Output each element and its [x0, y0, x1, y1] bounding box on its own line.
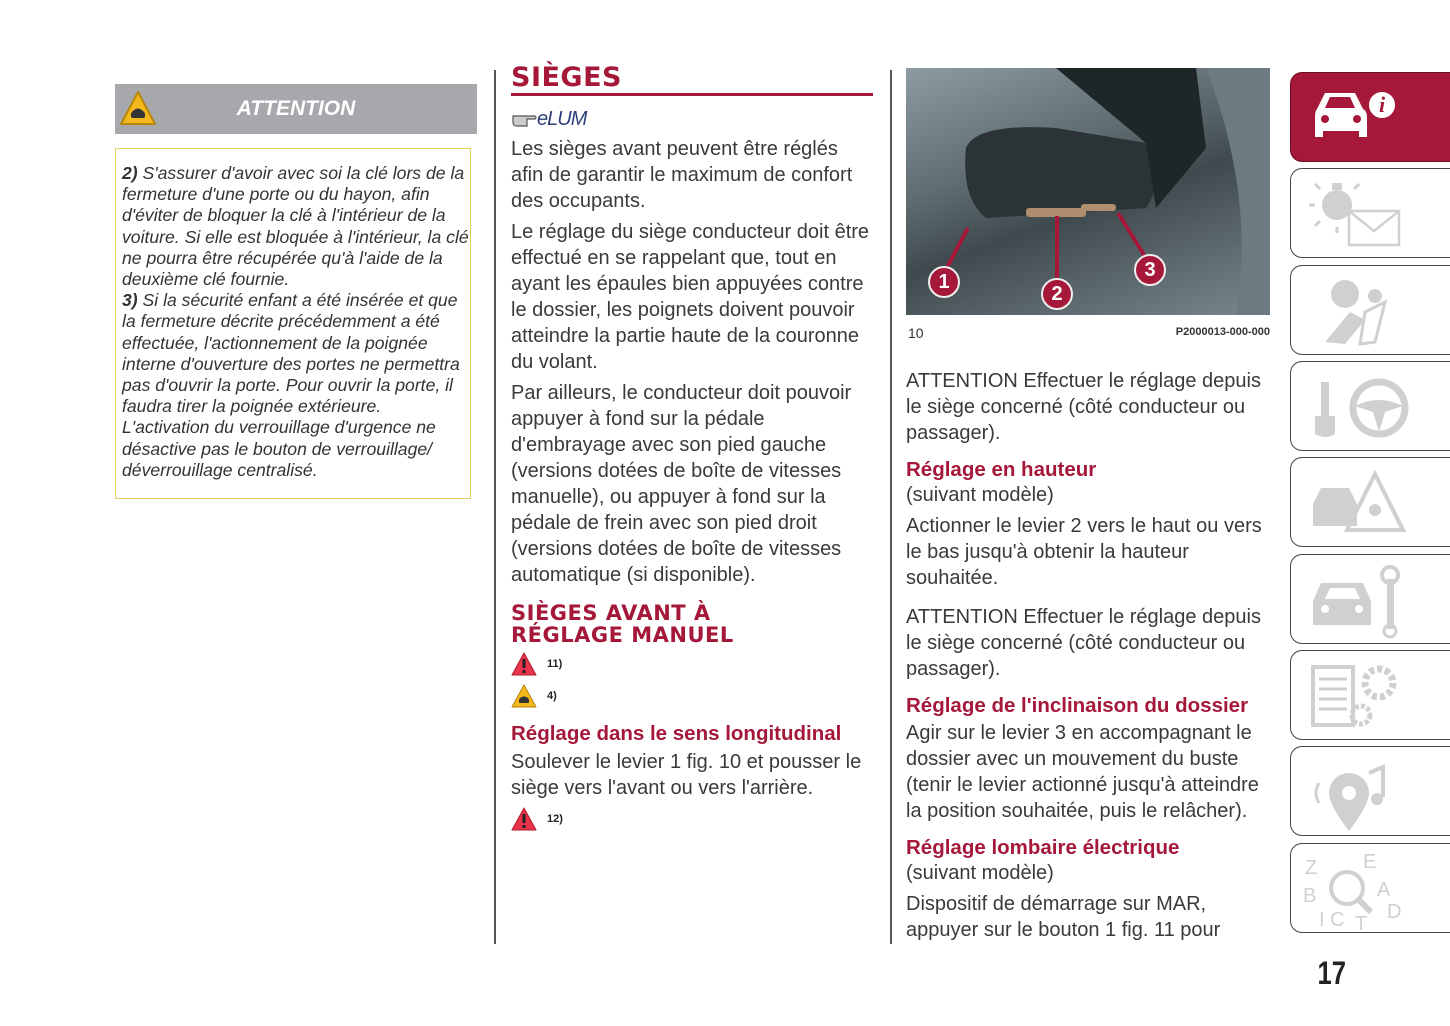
warning-icon	[511, 652, 537, 676]
attention-box	[115, 148, 471, 499]
warning-icon	[511, 807, 537, 831]
tab-safety[interactable]	[1290, 265, 1450, 355]
section-heading-line: SIÈGES AVANT À	[511, 601, 711, 625]
figure-marker-3: 3	[1134, 254, 1166, 286]
key-steering-wheel-icon	[1305, 368, 1415, 448]
svg-text:D: D	[1387, 901, 1402, 923]
section-heading	[511, 602, 873, 646]
warning-note[interactable]	[511, 807, 873, 831]
paragraph: Soulever le levier 1 fig. 10 et pousser le siège vers l'avant ou vers l'arrière.	[511, 751, 862, 799]
car-warning-triangle-icon	[1305, 464, 1415, 544]
subheading: Réglage de l'inclinaison du dossier	[906, 694, 1249, 717]
paragraph: Par ailleurs, le conducteur doit pouvoir appuyer à fond sur la pédale d'embrayage avec son pied gauche (versions dotées de boîte de vitesses manuelle), ou appuyer à fond sur la pédale de frein avec son pied droit (versions dotées de boîte de vitesses automatique (si disponible).	[511, 382, 852, 586]
paragraph: Actionner le levier 2 vers le haut ou vers le bas jusqu'à obtenir la hauteur souhaitée.	[906, 515, 1262, 589]
svg-text:E: E	[1363, 851, 1377, 873]
model-note: (suivant modèle)	[906, 862, 1054, 884]
note-ref: 4)	[547, 690, 557, 702]
paragraph: Le réglage du siège conducteur doit être effectué en se rappelant que, tout en ayant les épaules bien appuyées contre le dossier, les poignets doivent pouvoir atteindre la partie haute de la couronne du volant.	[511, 221, 870, 373]
subheading: Réglage lombaire électrique	[906, 836, 1180, 859]
figure-marker-2: 2	[1041, 278, 1073, 310]
tab-multimedia[interactable]	[1290, 746, 1450, 836]
seat-illustration	[906, 68, 1270, 315]
page-title: SIÈGES	[511, 62, 622, 93]
elum-badge	[511, 108, 873, 130]
figure-code: P2000013-000-000	[1175, 326, 1270, 338]
svg-text:T: T	[1355, 913, 1368, 935]
figure-number: 10	[908, 325, 924, 341]
note-ref: 12)	[547, 813, 563, 825]
airbag-safety-icon	[1305, 272, 1415, 352]
column-divider	[494, 70, 496, 944]
model-note: (suivant modèle)	[906, 484, 1054, 506]
item-text: S'assurer d'avoir avec soi la clé lors de la fermeture d'une porte ou du hayon, afin d'éviter de bloquer la clé à l'intérieur de la voiture. Si elle est bloquée à l'intérieur, la clé ne pourra être récupérée qu'à l'aide de la deuxième clé fournie.	[122, 163, 469, 290]
attention-paragraph: ATTENTION Effectuer le réglage depuis le siège concerné (côté conducteur ou passager).	[906, 370, 1261, 444]
multimedia-icon	[1305, 753, 1415, 833]
column-divider	[890, 70, 892, 944]
attention-header	[115, 84, 477, 134]
item-text: Si la sécurité enfant a été insérée et que la fermeture décrite précédemment a été effectuée, l'actionnement de la poignée interne d'ouverture des portes ne permettra pas d'ouvrir la porte. Pour ouvrir la porte, il faudra tirer la poignée extérieure. L'activation du verrouillage d'urgence ne désactive pas le bouton de verrouillage/ déverrouillage centralisé.	[122, 290, 460, 480]
svg-text:Z: Z	[1305, 857, 1318, 879]
svg-text:I C: I C	[1319, 909, 1345, 931]
caution-icon	[511, 684, 537, 708]
caution-note[interactable]	[511, 684, 873, 708]
subheading: Réglage dans le sens longitudinal	[511, 722, 842, 745]
car-wrench-icon	[1305, 561, 1415, 641]
figure-seat-image	[906, 68, 1270, 315]
item-number: 2)	[122, 163, 138, 183]
specs-gear-icon	[1305, 657, 1415, 737]
tab-index[interactable]	[1290, 843, 1450, 933]
tab-technical-data[interactable]	[1290, 650, 1450, 740]
attention-item	[122, 290, 470, 481]
elum-label: eLUM	[537, 107, 587, 130]
tab-starting-driving[interactable]	[1290, 361, 1450, 451]
figure-marker-1: 1	[928, 266, 960, 298]
car-info-icon	[1305, 79, 1395, 149]
svg-text:i: i	[1378, 92, 1386, 117]
page-number: 17	[1317, 955, 1347, 991]
tab-maintenance[interactable]	[1290, 554, 1450, 644]
light-message-icon	[1305, 175, 1415, 255]
attention-item	[122, 163, 470, 290]
svg-text:A: A	[1377, 879, 1391, 901]
index-search-icon	[1303, 850, 1415, 935]
note-ref: 11)	[547, 658, 563, 670]
paragraph: Les sièges avant peuvent être réglés afin de garantir le maximum de confort des occupants.	[511, 138, 853, 212]
subheading: Réglage en hauteur	[906, 458, 1097, 481]
tab-car-info[interactable]	[1290, 72, 1450, 162]
pointing-hand-icon	[511, 110, 537, 128]
attention-title: ATTENTION	[236, 97, 356, 120]
tab-lights-messages[interactable]	[1290, 168, 1450, 258]
paragraph: Dispositif de démarrage sur MAR, appuyer sur le bouton 1 fig. 11 pour	[906, 893, 1221, 941]
section-heading-line: RÉGLAGE MANUEL	[511, 623, 734, 647]
item-number: 3)	[122, 290, 138, 311]
paragraph: Agir sur le levier 3 en accompagnant le dossier avec un mouvement du buste (tenir le levier actionné jusqu'à atteindre la position souhaitée, puis le relâcher).	[906, 722, 1259, 822]
warning-note[interactable]	[511, 652, 873, 676]
tab-emergency[interactable]	[1290, 457, 1450, 547]
attention-paragraph: ATTENTION Effectuer le réglage depuis le siège concerné (côté conducteur ou passager).	[906, 606, 1261, 680]
svg-text:B: B	[1303, 885, 1317, 907]
